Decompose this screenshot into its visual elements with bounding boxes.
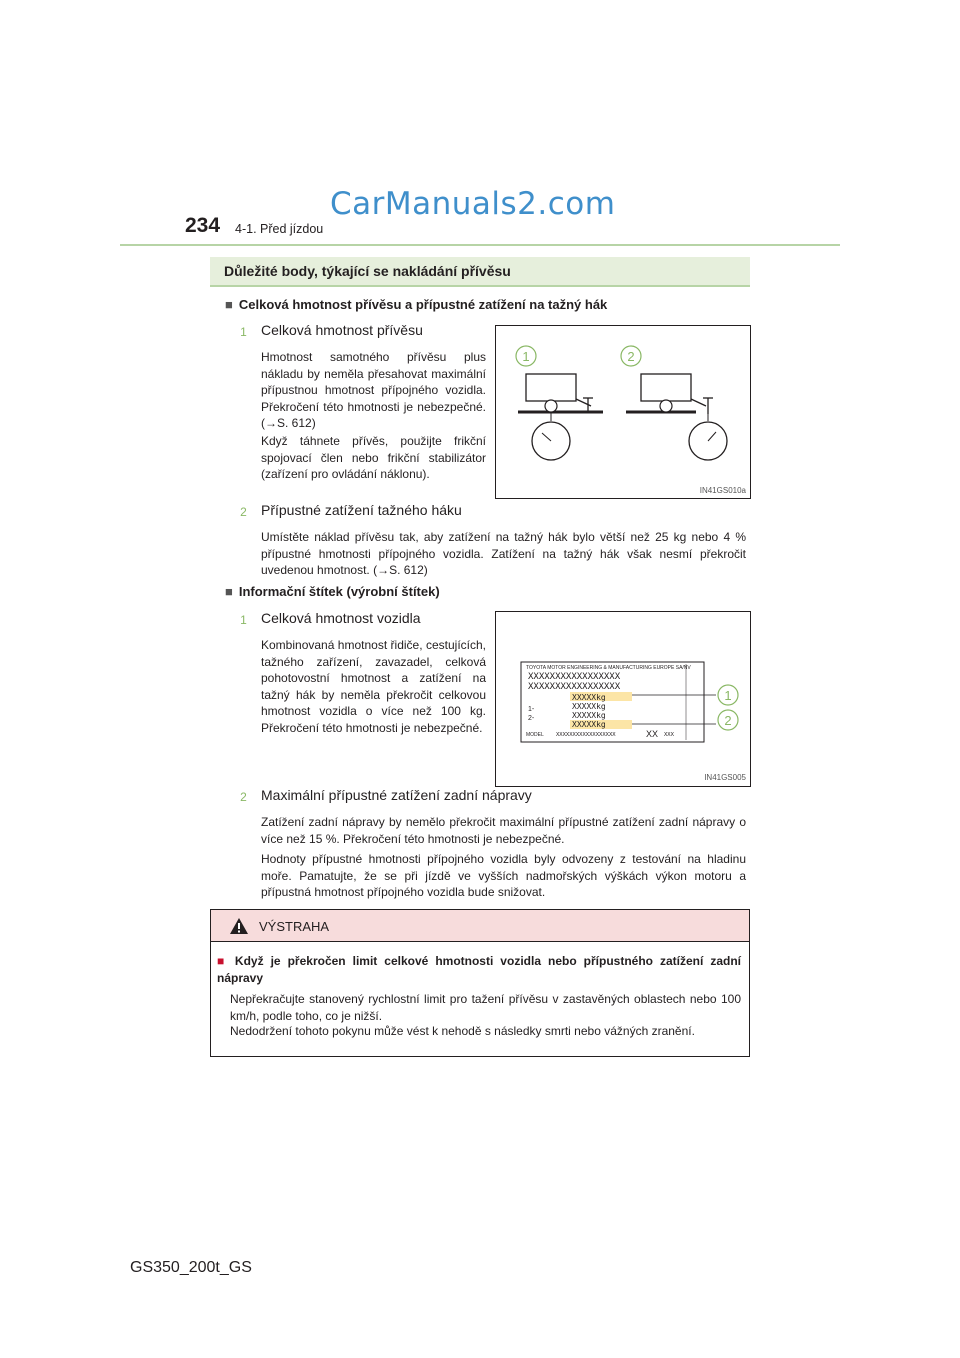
- figure-callout-1: 1: [522, 349, 530, 364]
- item-label: Přípustné zatížení tažného háku: [261, 502, 462, 518]
- model-suffix: XX: [646, 729, 659, 739]
- trailer-wheel: [660, 400, 672, 412]
- item-number-badge: 2: [240, 790, 247, 804]
- warning-heading-text: Když je překročen limit celkové hmotnosti vozidla nebo přípustného zatížení zadní nápravy: [217, 954, 741, 985]
- model-tail: XXX: [664, 732, 674, 738]
- trailer-body: [526, 374, 576, 401]
- plate-row: XXXXXXXXXXXXXXXXX: [528, 682, 621, 692]
- figure-callout-2: 2: [724, 713, 732, 728]
- item-paragraph: Hodnoty přípustné hmotnosti přípojného vozidla byly odvozeny z testování na hladinu moře. Pamatujte, že se při jízdě ve vyšších nadmořských výškách výkon motoru a přípustná hmotnost přípojného vozidla bude snižovat.: [261, 852, 746, 899]
- watermark-text: CarManuals2.com: [330, 186, 616, 222]
- item-label: Celková hmotnost přívěsu: [261, 322, 423, 338]
- subsection-1-heading: [225, 297, 607, 312]
- drawbar: [576, 399, 591, 406]
- plate-weight: XXXXXkg: [572, 711, 606, 720]
- warning-header: [211, 910, 749, 942]
- model-value: XXXXXXXXXXXXXXXXXX: [556, 732, 616, 738]
- plate-row: XXXXXXXXXXXXXXXXX: [528, 672, 621, 682]
- model-label: MODEL: [526, 732, 544, 738]
- header-rule: [120, 244, 840, 246]
- figure-callout-1: 1: [724, 688, 732, 703]
- axle-label: 1-: [528, 706, 535, 713]
- warning-title: VÝSTRAHA: [259, 919, 330, 934]
- trailer-body: [641, 374, 691, 401]
- info-plate-illustration: [496, 612, 750, 786]
- item-paragraph: Umístěte náklad přívěsu tak, aby zatížení na tažný hák bylo větší než 25 kg nebo 4 % přípustné hmotnosti přípojného vozidla. Zatížení na tažný hák však nesmí překročit uvedenou hmotnost. (→S. 612): [261, 530, 746, 577]
- item-number-badge: 2: [240, 505, 247, 519]
- plate-weight: XXXXXkg: [572, 720, 606, 729]
- page-number: 234: [185, 214, 221, 237]
- trailer-weight-figure: [495, 325, 751, 499]
- plate-header: TOYOTA MOTOR ENGINEERING & MANUFACTURING EUROPE SA/NV: [526, 665, 691, 671]
- item-number-badge: 1: [240, 613, 247, 627]
- section-title: Důležité body, týkající se nakládání přívěsu: [224, 263, 511, 279]
- section-header: [210, 257, 750, 287]
- subsection-2-title: Informační štítek (výrobní štítek): [238, 584, 440, 599]
- drawbar: [691, 399, 706, 406]
- chapter-title: 4-1. Před jízdou: [235, 222, 324, 236]
- figure-id: IN41GS010a: [699, 486, 746, 495]
- warning-box: [210, 909, 750, 1057]
- item-label: Celková hmotnost vozidla: [261, 610, 421, 626]
- plate-weight: XXXXXkg: [572, 693, 606, 702]
- item-paragraph: Zatížení zadní nápravy by nemělo překročit maximální přípustné zatížení zadní nápravy o více než 15 %. Překročení této hmotnosti je nebezpečné.: [261, 815, 746, 846]
- figure-callout-2: 2: [627, 349, 635, 364]
- info-plate-figure: [495, 611, 751, 787]
- warning-paragraph: Nedodržení tohoto pokynu může vést k nehodě s následky smrti nebo vážných zranění.: [230, 1024, 695, 1038]
- square-bullet-icon: ■: [225, 297, 233, 312]
- model-code: GS350_200t_GS: [130, 1259, 252, 1276]
- item-label: Maximální přípustné zatížení zadní nápravy: [261, 787, 532, 803]
- square-bullet-icon: ■: [217, 954, 228, 968]
- plate-weight: XXXXXkg: [572, 702, 606, 711]
- subsection-1-title: Celková hmotnost přívěsu a přípustné zatížení na tažný hák: [238, 297, 608, 312]
- item-paragraph: Když táhnete přívěs, použijte frikční spojovací člen nebo frikční stabilizátor (zařízení pro ovládání náklonu).: [261, 434, 486, 481]
- warning-heading: [217, 953, 741, 986]
- item-paragraph: Hmotnost samotného přívěsu plus nákladu by neměla přesahovat maximální přípustnou hmotnost přípojného vozidla. Překročení této hmotnosti je nebezpečné. (→S. 612): [261, 350, 486, 430]
- trailer-scale-illustration: [496, 326, 750, 498]
- item-number-badge: 1: [240, 325, 247, 339]
- axle-label: 2-: [528, 715, 535, 722]
- trailer-wheel: [545, 400, 557, 412]
- subsection-2-heading: [225, 584, 440, 599]
- figure-id: IN41GS005: [704, 773, 746, 782]
- warning-triangle-icon: [229, 917, 249, 935]
- warning-paragraph: Nepřekračujte stanovený rychlostní limit pro tažení přívěsu v zastavěných oblastech nebo 100 km/h, podle toho, co je nižší.: [230, 992, 741, 1023]
- square-bullet-icon: ■: [225, 584, 233, 599]
- item-paragraph: Kombinovaná hmotnost řidiče, cestujících, tažného zařízení, zavazadel, celková pohotovostní hmotnost a zatížení na tažný hák by neměla překročit celkovou hmotnost vozidla o více než 100 kg. Překročení této hmotnosti je nebezpečné.: [261, 638, 486, 735]
